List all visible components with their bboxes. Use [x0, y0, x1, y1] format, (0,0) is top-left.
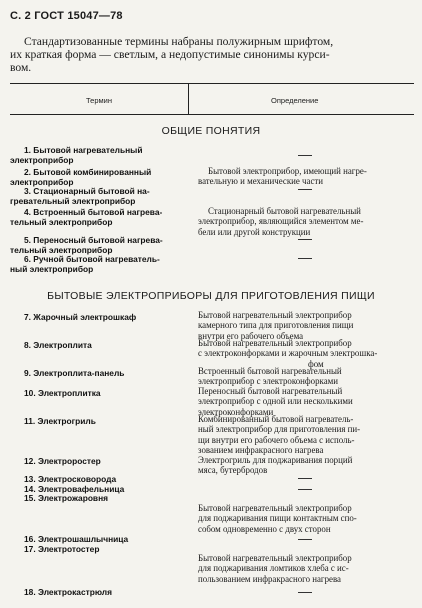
term-entry: 12. Электроростер [24, 456, 101, 466]
definition-entry: Бытовой нагревательный электроприбор с электроконфорками и жарочным электрошка- фом [198, 338, 378, 369]
dash-mark [298, 539, 312, 540]
definition-entry: Переносный бытовой нагревательный электроприбор с одной или несколькими электроконфорками [198, 386, 353, 417]
term-entry: 14. Электровафельница [24, 484, 125, 494]
definition-entry: Бытовой нагревательный электроприбор для поджаривания пищи контактным спо- собом одновременно с двух сторон [198, 503, 357, 534]
intro-line: вом. [10, 61, 32, 74]
definition-entry: Бытовой нагревательный электроприбор для поджаривания ломтиков хлеба с ис- пользованием инфракрасного нагрева [198, 553, 352, 584]
term-entry: 18. Электрокастрюля [24, 587, 112, 597]
dash-mark [298, 258, 312, 259]
column-header-term: Термин [86, 96, 112, 105]
definition-entry: Стационарный бытовой нагревательный электроприбор, являющийся элементом ме- бели или другой конструкции [198, 206, 364, 237]
term-entry: 4. Встроенный бытовой нагрева- тельный электроприбор [10, 207, 163, 228]
term-entry: 10. Электроплитка [24, 388, 101, 398]
table-top-rule [10, 83, 414, 84]
intro-line: Стандартизованные термины набраны полужирным шрифтом, [24, 35, 334, 48]
dash-mark [298, 155, 312, 156]
definition-entry: Встроенный бытовой нагревательный электроприбор с электроконфорками [198, 366, 342, 387]
term-entry: 3. Стационарный бытовой на- гревательный электроприбор [10, 186, 150, 207]
section-title: БЫТОВЫЕ ЭЛЕКТРОПРИБОРЫ ДЛЯ ПРИГОТОВЛЕНИЯ ПИЩИ [47, 290, 375, 302]
intro-paragraph [10, 35, 414, 74]
term-entry: 6. Ручной бытовой нагреватель- ный электроприбор [10, 254, 160, 275]
dash-mark [298, 592, 312, 593]
term-entry: 7. Жарочный электрошкаф [24, 312, 137, 322]
term-entry: 13. Электросковорода [24, 474, 117, 484]
term-entry: 17. Электротостер [24, 544, 100, 554]
dash-mark [298, 489, 312, 490]
section-title: ОБЩИЕ ПОНЯТИЯ [161, 125, 261, 137]
dash-mark [298, 189, 312, 190]
dash-mark [298, 478, 312, 479]
term-entry: 8. Электроплита [24, 340, 92, 350]
term-entry: 9. Электроплита-панель [24, 368, 125, 378]
dash-mark [298, 239, 312, 240]
table-header-rule [10, 114, 414, 115]
definition-entry: Бытовой электроприбор, имеющий нагре- вательную и механические части [198, 166, 367, 187]
term-entry: 1. Бытовой нагревательный электроприбор [10, 145, 143, 166]
term-entry: 5. Переносный бытовой нагрева- тельный электроприбор [10, 235, 163, 256]
column-header-definition: Определение [271, 96, 319, 105]
definition-entry: Электрогриль для поджаривания порций мяса, бутербродов [198, 455, 353, 476]
definition-entry: Бытовой нагревательный электроприбор камерного типа для приготовления пищи внутри его рабочего объема [198, 310, 354, 341]
term-entry: 15. Электрожаровня [24, 493, 109, 503]
table-column-divider [188, 83, 189, 114]
term-entry: 2. Бытовой комбинированный электроприбор [10, 167, 152, 188]
intro-line: их краткая форма — светлым, а недопустимые синонимы курси- [10, 48, 330, 61]
term-entry: 11. Электрогриль [24, 416, 96, 426]
definition-entry: Комбинированный бытовой нагреватель- ный электроприбор для приготовления пи- щи внутри его рабочего объема с исполь- зованием инфракрасного нагрева [198, 414, 361, 456]
term-entry: 16. Электрошашлычница [24, 534, 129, 544]
page-header: С. 2 ГОСТ 15047—78 [10, 10, 123, 22]
